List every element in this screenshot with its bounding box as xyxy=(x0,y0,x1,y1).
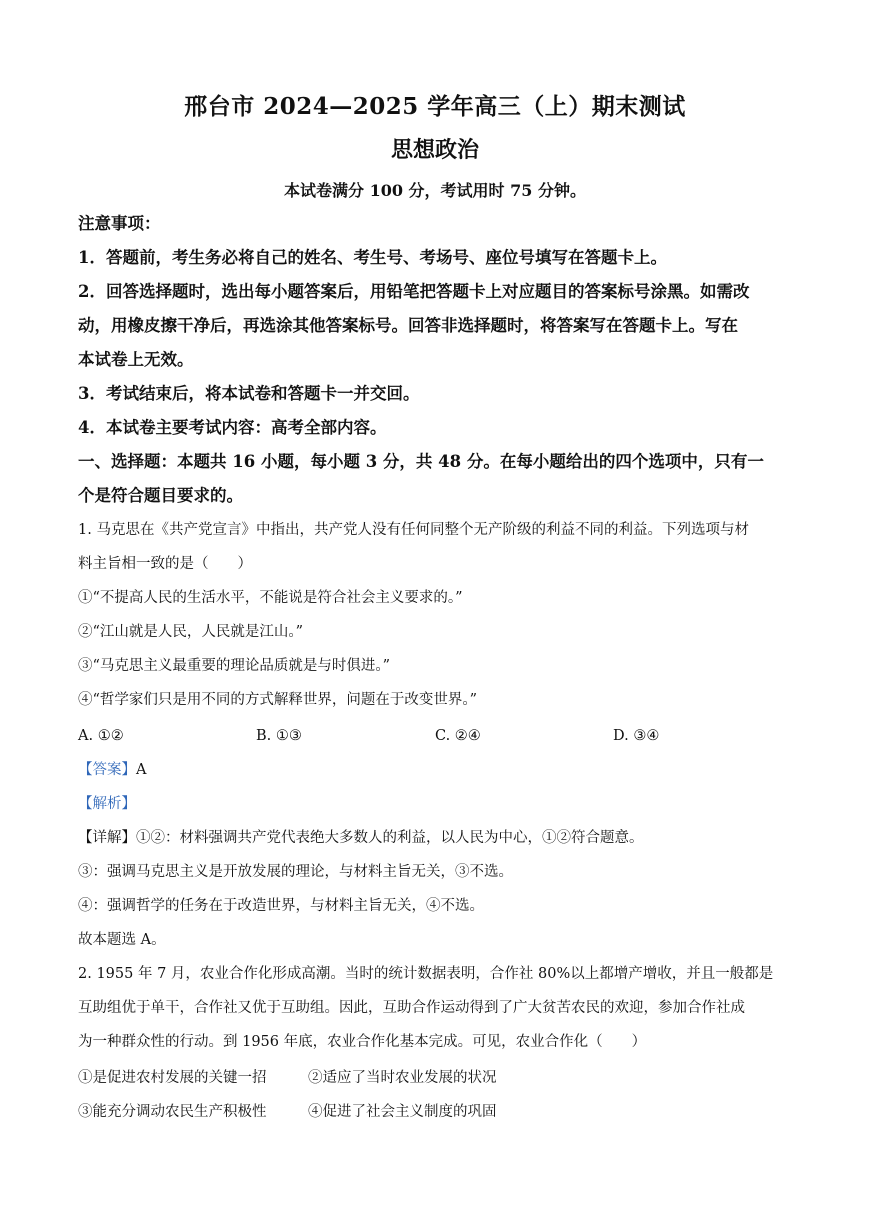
exam-info: 本试卷满分 100 分，考试用时 75 分钟。 xyxy=(284,181,586,200)
q1-option-a: A. ①② xyxy=(78,728,124,744)
exam-title: 邢台市 2024—2025 学年高三（上）期末测试 xyxy=(184,93,686,120)
q1-detail-text-1: ①②：材料强调共产党代表绝大多数人的利益，以人民为中心，①②符合题意。 xyxy=(136,830,644,846)
q1-statement-4: ④“哲学家们只是用不同的方式解释世界，问题在于改变世界。” xyxy=(78,692,478,708)
notes-line-5: 3．考试结束后，将本试卷和答题卡一并交回。 xyxy=(78,384,420,403)
q1-answer: A xyxy=(136,762,147,778)
section1-heading-line-1: 一、选择题：本题共 16 小题，每小题 3 分，共 48 分。在每小题给出的四个选项中，只有一 xyxy=(78,452,764,471)
q1-detail-line-4: 故本题选 A。 xyxy=(78,932,166,948)
notes-line-4: 本试卷上无效。 xyxy=(78,350,194,369)
notes-line-6: 4．本试卷主要考试内容：高考全部内容。 xyxy=(78,418,387,437)
q2-stem-line-1: 2. 1955 年 7 月，农业合作化形成高潮。当时的统计数据表明，合作社 80%以上都增产增收，并且一般都是 xyxy=(78,966,774,982)
q2-statement-4: ④促进了社会主义制度的巩固 xyxy=(308,1104,497,1120)
q1-answer-line xyxy=(78,753,798,787)
q2-stem-line-3: 为一种群众性的行动。到 1956 年底，农业合作化基本完成。可见，农业合作化（ ） xyxy=(78,1034,647,1050)
q2-stem-line-2: 互助组优于单干，合作社又优于互助组。因此，互助合作运动得到了广大贫苦农民的欢迎，参加合作社成 xyxy=(78,1000,745,1016)
q1-detail-line-2: ③：强调马克思主义是开放发展的理论，与材料主旨无关，③不选。 xyxy=(78,864,513,880)
detail-tag: 【详解】 xyxy=(78,830,136,846)
q1-detail-line-3: ④：强调哲学的任务在于改造世界，与材料主旨无关，④不选。 xyxy=(78,898,484,914)
q1-statement-1: ①“不提高人民的生活水平，不能说是符合社会主义要求的。” xyxy=(78,590,463,606)
q1-option-d: D. ③④ xyxy=(613,728,660,744)
analysis-tag: 【解析】 xyxy=(78,796,136,812)
q1-option-c: C. ②④ xyxy=(435,728,481,744)
q1-option-b: B. ①③ xyxy=(256,728,302,744)
q1-statement-2: ②“江山就是人民，人民就是江山。” xyxy=(78,624,304,640)
q1-analysis-line xyxy=(78,787,798,821)
notes-line-1: 1．答题前，考生务必将自己的姓名、考生号、考场号、座位号填写在答题卡上。 xyxy=(78,248,667,267)
section1-heading-line-2: 个是符合题目要求的。 xyxy=(78,486,243,505)
q2-statement-2: ②适应了当时农业发展的状况 xyxy=(308,1070,497,1086)
q1-stem-line-2: 料主旨相一致的是（ ） xyxy=(78,556,252,572)
q2-statement-1: ①是促进农村发展的关键一招 xyxy=(78,1070,267,1086)
q2-statement-3: ③能充分调动农民生产积极性 xyxy=(78,1104,267,1120)
q1-detail-line-1 xyxy=(78,821,798,855)
exam-subject: 思想政治 xyxy=(390,137,479,163)
notes-line-2: 2．回答选择题时，选出每小题答案后，用铅笔把答题卡上对应题目的答案标号涂黑。如需改 xyxy=(78,282,750,301)
q1-stem-line-1: 1. 马克思在《共产党宣言》中指出，共产党人没有任何同整个无产阶级的利益不同的利益。下列选项与材 xyxy=(78,522,749,538)
notes-line-3: 动，用橡皮擦干净后，再选涂其他答案标号。回答非选择题时，将答案写在答题卡上。写在 xyxy=(78,316,738,335)
q1-statement-3: ③“马克思主义最重要的理论品质就是与时俱进。” xyxy=(78,658,391,674)
notes-heading: 注意事项： xyxy=(78,214,161,233)
answer-tag: 【答案】 xyxy=(78,762,136,778)
